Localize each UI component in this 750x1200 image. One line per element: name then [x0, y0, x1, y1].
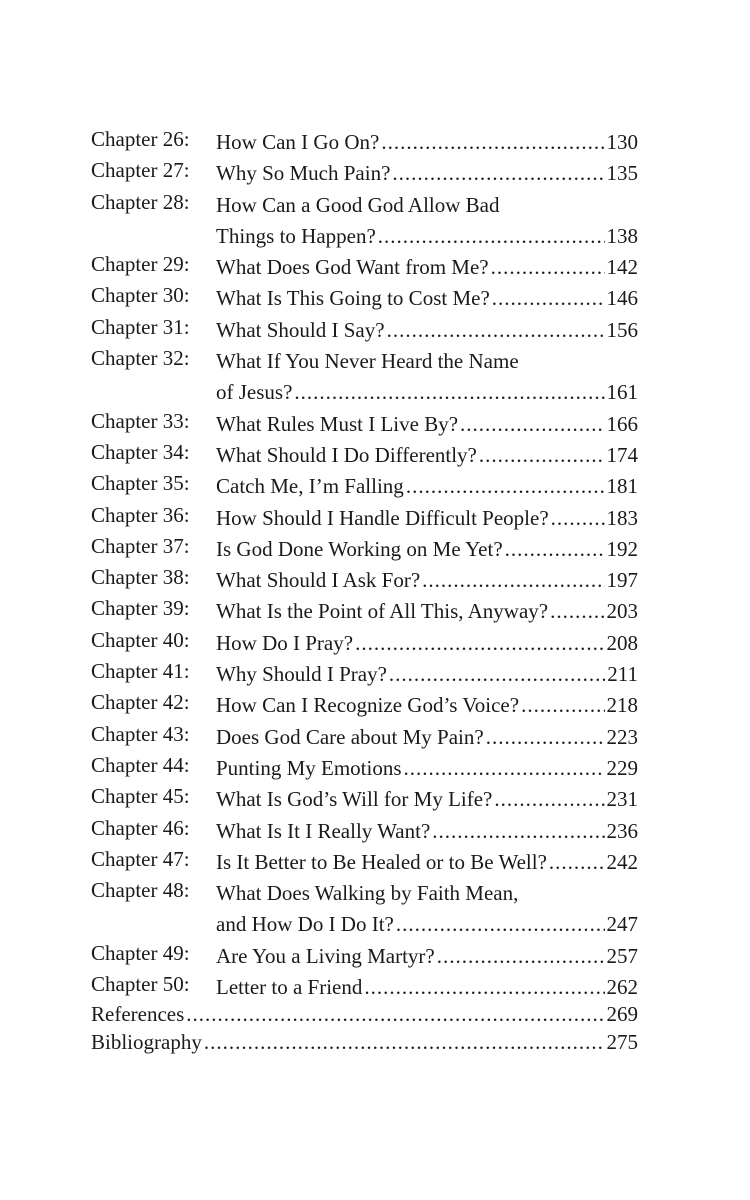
toc-entry: [91, 784, 638, 815]
chapter-title-text: and How Do I Do It?: [216, 912, 394, 937]
chapter-title-line: [216, 471, 638, 502]
backmatter-title: References: [91, 1002, 185, 1027]
chapter-title-text: What Is This Going to Cost Me?: [216, 286, 490, 311]
dot-leader: [521, 690, 604, 721]
toc-entry: [91, 127, 638, 158]
table-of-contents: [91, 127, 638, 1056]
chapter-title: [216, 503, 638, 534]
chapter-title: [216, 941, 638, 972]
chapter-title-line: [216, 158, 638, 189]
chapter-title-text: Why Should I Pray?: [216, 662, 387, 687]
chapter-title-text: What Is the Point of All This, Anyway?: [216, 599, 549, 624]
chapter-title-line: [216, 221, 638, 252]
chapter-number: Chapter 42:: [91, 690, 190, 715]
chapter-title: [216, 784, 638, 815]
toc-entry: [91, 158, 638, 189]
chapter-number: Chapter 46:: [91, 815, 190, 840]
chapter-title: [216, 596, 638, 627]
chapter-title-text: Is It Better to Be Healed or to Be Well?: [216, 849, 547, 874]
page-number: 223: [606, 724, 638, 749]
page-number: 218: [606, 693, 638, 718]
chapter-title: [216, 346, 638, 409]
toc-entry: [91, 847, 638, 878]
chapter-title: [216, 471, 638, 502]
page-number: 269: [606, 1002, 638, 1027]
chapter-number: Chapter 47:: [91, 846, 190, 871]
chapter-title-line: [216, 941, 638, 972]
toc-entry: [91, 190, 638, 253]
chapter-title: [216, 409, 638, 440]
chapter-title: [216, 878, 638, 941]
chapter-title-line: [216, 377, 638, 408]
page-number: 236: [606, 818, 638, 843]
dot-leader: [404, 753, 605, 784]
page-number: 197: [606, 568, 638, 593]
dot-leader: [204, 1028, 605, 1056]
chapter-title-text: Letter to a Friend: [216, 975, 363, 1000]
page-number: 166: [606, 411, 638, 436]
dot-leader: [364, 972, 604, 1003]
chapter-title-text: What Does Walking by Faith Mean,: [216, 881, 519, 906]
chapter-number: Chapter 33:: [91, 408, 190, 433]
chapter-title-text: What Does God Want from Me?: [216, 255, 489, 280]
chapter-title-line: [216, 503, 638, 534]
chapter-title-line: [216, 816, 638, 847]
chapter-title-text: Catch Me, I’m Falling: [216, 474, 404, 499]
chapter-title-text: What Should I Ask For?: [216, 568, 421, 593]
chapter-number: Chapter 34:: [91, 439, 190, 464]
chapter-title-line: [216, 440, 638, 471]
toc-entry: [91, 659, 638, 690]
dot-leader: [505, 534, 605, 565]
chapter-number: Chapter 45:: [91, 784, 190, 809]
dot-leader: [381, 127, 604, 158]
page-number: 231: [606, 787, 638, 812]
chapter-title-line: [216, 753, 638, 784]
backmatter-entry: [91, 1000, 638, 1028]
page-number: 229: [606, 755, 638, 780]
dot-leader: [387, 315, 605, 346]
dot-leader: [294, 377, 604, 408]
toc-entry: [91, 440, 638, 471]
dot-leader: [479, 440, 605, 471]
chapter-number: Chapter 29:: [91, 252, 190, 277]
chapter-title-line: [216, 346, 638, 377]
page-number: 203: [606, 599, 638, 624]
chapter-title-line: [216, 628, 638, 659]
chapter-title-text: How Can a Good God Allow Bad: [216, 192, 500, 217]
dot-leader: [396, 909, 605, 940]
chapter-title-line: [216, 784, 638, 815]
chapter-number: Chapter 30:: [91, 283, 190, 308]
dot-leader: [355, 628, 604, 659]
chapter-number: Chapter 41:: [91, 659, 190, 684]
page-number: 161: [606, 380, 638, 405]
chapter-number: Chapter 50:: [91, 972, 190, 997]
chapter-number: Chapter 49:: [91, 940, 190, 965]
dot-leader: [389, 659, 605, 690]
chapter-title-line: [216, 596, 638, 627]
dot-leader: [492, 283, 605, 314]
chapter-title: [216, 158, 638, 189]
chapter-title-line: [216, 252, 638, 283]
toc-entry: [91, 941, 638, 972]
dot-leader: [549, 847, 605, 878]
toc-entry: [91, 596, 638, 627]
toc-entry: [91, 628, 638, 659]
page-number: 183: [606, 505, 638, 530]
chapter-title-text: What Should I Do Differently?: [216, 442, 477, 467]
chapter-title: [216, 252, 638, 283]
dot-leader: [422, 565, 604, 596]
chapter-title: [216, 190, 638, 253]
page-number: 262: [606, 975, 638, 1000]
chapter-title-line: [216, 847, 638, 878]
chapter-number: Chapter 38:: [91, 565, 190, 590]
chapter-title: [216, 283, 638, 314]
dot-leader: [551, 503, 605, 534]
chapter-title-text: What Should I Say?: [216, 317, 385, 342]
chapter-number: Chapter 31:: [91, 314, 190, 339]
dot-leader: [486, 722, 605, 753]
chapter-number: Chapter 27:: [91, 158, 190, 183]
chapter-title-text: Why So Much Pain?: [216, 161, 391, 186]
chapter-title-text: of Jesus?: [216, 380, 293, 405]
dot-leader: [550, 596, 604, 627]
chapter-title-text: How Should I Handle Difficult People?: [216, 505, 549, 530]
page-number: 142: [606, 255, 638, 280]
chapter-number: Chapter 26:: [91, 127, 190, 151]
chapter-title-text: What If You Never Heard the Name: [216, 349, 519, 374]
page-number: 242: [606, 849, 638, 874]
toc-entry: [91, 503, 638, 534]
chapter-title: [216, 847, 638, 878]
toc-entry: [91, 753, 638, 784]
chapter-number: Chapter 48:: [91, 878, 190, 903]
chapter-title-line: [216, 190, 638, 221]
chapter-title: [216, 690, 638, 721]
chapter-number: Chapter 39:: [91, 596, 190, 621]
chapter-title: [216, 659, 638, 690]
chapter-title-text: Are You a Living Martyr?: [216, 943, 435, 968]
dot-leader: [378, 221, 605, 252]
chapter-number: Chapter 36:: [91, 502, 190, 527]
chapter-title-text: Is God Done Working on Me Yet?: [216, 536, 503, 561]
dot-leader: [491, 252, 605, 283]
dot-leader: [392, 158, 604, 189]
dot-leader: [432, 816, 604, 847]
chapter-title-text: What Rules Must I Live By?: [216, 411, 459, 436]
chapter-title-line: [216, 690, 638, 721]
toc-entry: [91, 409, 638, 440]
chapter-number: Chapter 40:: [91, 627, 190, 652]
chapter-title: [216, 565, 638, 596]
page-number: 156: [606, 317, 638, 342]
chapter-title-text: Punting My Emotions: [216, 755, 402, 780]
page-number: 275: [606, 1030, 638, 1055]
chapter-title-text: What Is God’s Will for My Life?: [216, 787, 493, 812]
toc-entry: [91, 315, 638, 346]
chapter-title-line: [216, 909, 638, 940]
page-number: 138: [606, 223, 638, 248]
toc-entry: [91, 471, 638, 502]
page-number: 211: [607, 662, 638, 687]
chapter-title-line: [216, 315, 638, 346]
toc-entry: [91, 878, 638, 941]
page-number: 208: [606, 630, 638, 655]
toc-entry: [91, 972, 638, 1003]
page-number: 192: [606, 536, 638, 561]
chapter-title-text: How Do I Pray?: [216, 630, 354, 655]
chapter-title: [216, 534, 638, 565]
toc-entry: [91, 283, 638, 314]
chapter-title: [216, 753, 638, 784]
chapter-title-line: [216, 972, 638, 1003]
toc-entry: [91, 690, 638, 721]
backmatter-title: Bibliography: [91, 1030, 202, 1055]
toc-entry: [91, 252, 638, 283]
page-number: 257: [606, 943, 638, 968]
chapter-title: [216, 440, 638, 471]
chapter-title-text: How Can I Recognize God’s Voice?: [216, 693, 520, 718]
chapter-title-line: [216, 409, 638, 440]
dot-leader: [460, 409, 604, 440]
toc-entry: [91, 565, 638, 596]
chapter-title-line: [216, 127, 638, 158]
chapter-title-line: [216, 722, 638, 753]
chapter-number: Chapter 44:: [91, 752, 190, 777]
chapter-title: [216, 127, 638, 158]
chapter-title-line: [216, 565, 638, 596]
page-number: 181: [606, 474, 638, 499]
chapter-title: [216, 722, 638, 753]
chapter-title: [216, 628, 638, 659]
chapter-number: Chapter 35:: [91, 471, 190, 496]
chapter-title-line: [216, 878, 638, 909]
chapter-title: [216, 972, 638, 1003]
chapter-title-text: How Can I Go On?: [216, 130, 380, 154]
page-number: 247: [606, 912, 638, 937]
toc-entry: [91, 816, 638, 847]
dot-leader: [406, 471, 605, 502]
chapter-number: Chapter 32:: [91, 346, 190, 371]
page-number: 174: [606, 442, 638, 467]
chapter-title-line: [216, 659, 638, 690]
chapter-title: [216, 315, 638, 346]
backmatter-entry: [91, 1028, 638, 1056]
chapter-title-text: What Is It I Really Want?: [216, 818, 431, 843]
chapter-title-text: Does God Care about My Pain?: [216, 724, 484, 749]
chapter-number: Chapter 28:: [91, 189, 190, 214]
page-number: 135: [606, 161, 638, 186]
chapter-number: Chapter 37:: [91, 533, 190, 558]
chapter-title-line: [216, 283, 638, 314]
chapter-title: [216, 816, 638, 847]
toc-entry: [91, 534, 638, 565]
page-number: 130: [606, 130, 638, 154]
dot-leader: [437, 941, 605, 972]
toc-entry: [91, 346, 638, 409]
toc-entry: [91, 722, 638, 753]
page-number: 146: [606, 286, 638, 311]
chapter-title-line: [216, 534, 638, 565]
dot-leader: [494, 784, 604, 815]
chapter-title-text: Things to Happen?: [216, 223, 376, 248]
dot-leader: [186, 1000, 604, 1028]
chapter-number: Chapter 43:: [91, 721, 190, 746]
